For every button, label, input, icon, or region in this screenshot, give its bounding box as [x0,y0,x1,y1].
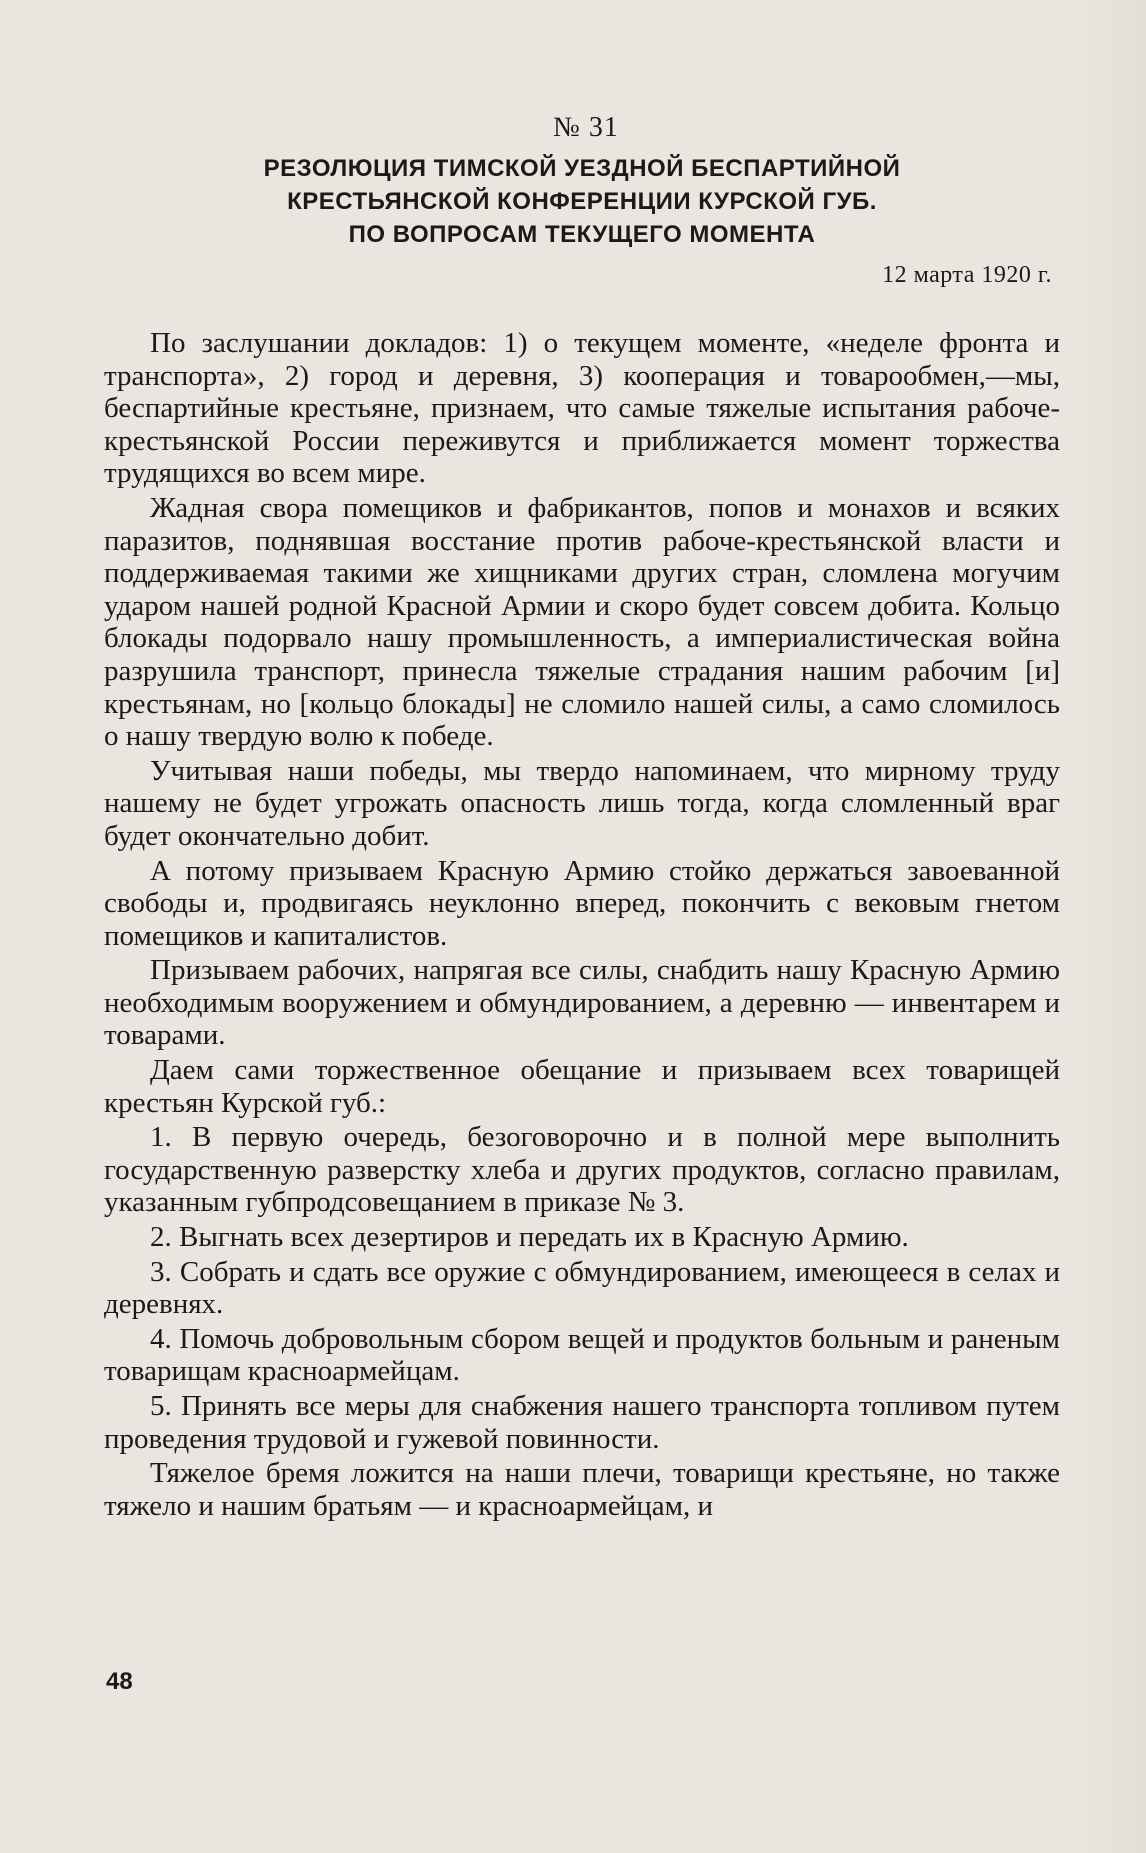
page-number: 48 [106,1668,133,1695]
document-body [104,327,1060,1522]
document-title [104,152,1060,251]
document-number: № 31 [553,112,619,143]
title-line-2: КРЕСТЬЯНСКОЙ КОНФЕРЕНЦИИ КУРСКОЙ ГУБ. [287,188,877,215]
paragraph-1: По заслушании докладов: 1) о текущем моменте, «неделе фронта и транспорта», 2) город и деревня, 3) кооперация и товарообмен,—мы, беспартийные крестьяне, признаем, что самые тяжелые испытания рабоче-крестьянской России переживутся и приближается момент торжества трудящихся во всем мире. [104,327,1060,490]
paragraph-6: Даем сами торжественное обещание и призываем всех товарищей крестьян Курской губ.: [104,1054,1060,1119]
list-item-4: 4. Помочь добровольным сбором вещей и продуктов больным и раненым товарищам красноармейцам. [104,1322,1060,1388]
paragraph-5: Призываем рабочих, напрягая все силы, снабдить нашу Красную Армию необходимым вооружением и обмундированием, а деревню — инвентарем и товарами. [104,954,1060,1052]
paragraph-3: Учитывая наши победы, мы твердо напоминаем, что мирному труду нашему не будет угрожать опасность лишь тогда, когда сломленный враг будет окончательно добит. [104,754,1060,852]
paragraph-4: А потому призываем Красную Армию стойко держаться завоеванной свободы и, продвигаясь неуклонно вперед, покончить с вековым гнетом помещиков и капиталистов. [104,854,1060,952]
list-item-1: 1. В первую очередь, безоговорочно и в полной мере выполнить государственную разверстку хлеба и других продуктов, согласно правилам, указанным губпродсовещанием в приказе № 3. [104,1121,1060,1219]
paragraph-2: Жадная свора помещиков и фабрикантов, попов и монахов и всяких паразитов, поднявшая восстание против рабоче-крестьянской власти и поддерживаемая такими же хищниками других стран, сломлена могучим ударом нашей родной Красной Армии и скоро будет совсем добита. Кольцо блокады подорвало нашу промышленность, а империалистическая война разрушила транспорт, принесла тяжелые страдания нашим рабочим [и] крестьянам, но [кольцо блокады] не сломило нашей силы, а само сломилось о нашу твердую волю к победе. [104,491,1060,753]
list-item-3: 3. Собрать и сдать все оружие с обмундированием, имеющееся в селах и деревнях. [104,1255,1060,1321]
list-item-2: 2. Выгнать всех дезертиров и передать их в Красную Армию. [150,1221,909,1254]
page-edge-shading [1076,0,1146,1853]
title-line-1: РЕЗОЛЮЦИЯ ТИМСКОЙ УЕЗДНОЙ БЕСПАРТИЙНОЙ [263,155,901,182]
title-line-3: ПО ВОПРОСАМ ТЕКУЩЕГО МОМЕНТА [348,221,816,248]
document-date: 12 марта 1920 г. [882,262,1052,288]
closing-paragraph: Тяжелое бремя ложится на наши плечи, товарищи крестьяне, но также тяжело и нашим братьям — и красноармейцам, и [104,1457,1060,1522]
list-item-5: 5. Принять все меры для снабжения нашего транспорта топливом путем проведения трудовой и гужевой повинности. [104,1390,1060,1455]
